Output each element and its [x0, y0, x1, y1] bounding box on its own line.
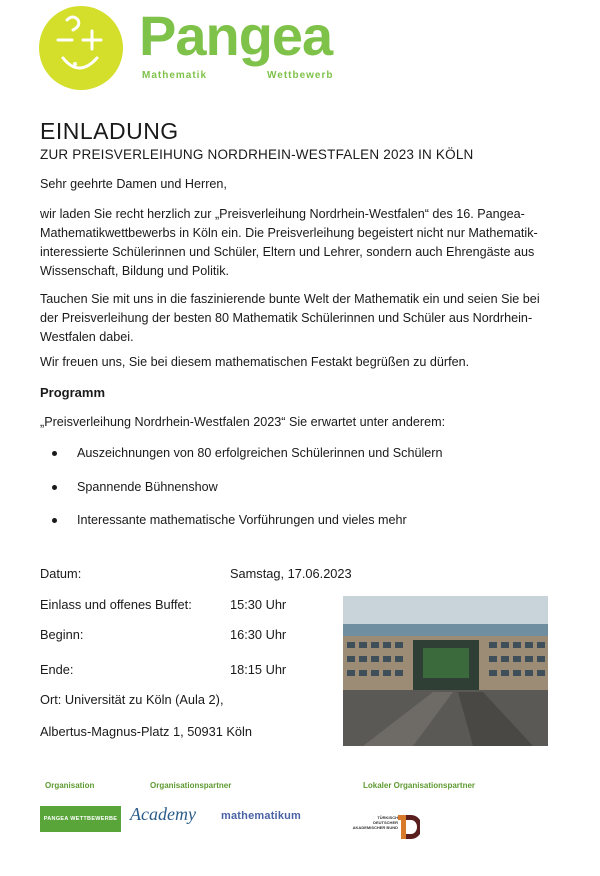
tdab-logo-text: TÜRKISCH DEUTSCHER AKADEMISCHER BUND — [352, 815, 398, 830]
bullet-icon — [52, 451, 57, 456]
logo-sub-mathematik: Mathematik — [142, 70, 208, 81]
page-title: EINLADUNG — [40, 118, 179, 144]
location-label: Ort: — [40, 692, 62, 707]
list-item — [52, 446, 442, 460]
entry-label: Einlass und offenes Buffet: — [40, 597, 192, 612]
pangea-logo-circle-icon — [39, 6, 123, 90]
page-subtitle: ZUR PREISVERLEIHUNG NORDRHEIN-WESTFALEN 2023 IN KÖLN — [40, 147, 474, 162]
date-label: Datum: — [40, 566, 82, 581]
list-item — [52, 480, 218, 494]
bullet-icon — [52, 518, 57, 523]
program-intro: „Preisverleihung Nordrhein-Westfalen 2023“ Sie erwartet unter anderem: — [40, 415, 446, 429]
paragraph-3: Wir freuen uns, Sie bei diesem mathematischen Festakt begrüßen zu dürfen. — [40, 355, 470, 369]
list-item — [52, 513, 407, 527]
date-value: Samstag, 17.06.2023 — [230, 566, 352, 581]
mathematikum-logo: mathematikum — [221, 810, 302, 822]
logo-wordmark: Pangea — [139, 4, 333, 67]
program-heading: Programm — [40, 385, 106, 400]
venue-photo — [343, 596, 548, 746]
partner-label: Organisationspartner — [150, 781, 232, 790]
location-value: Universität zu Köln (Aula 2), — [64, 692, 224, 707]
end-label: Ende: — [40, 662, 74, 677]
greeting: Sehr geehrte Damen und Herren, — [40, 177, 227, 191]
logo-sub-wettbewerb: Wettbewerb — [267, 70, 334, 81]
bullet-icon — [52, 485, 57, 490]
list-item-text: Interessante mathematische Vorführungen und vieles mehr — [77, 513, 407, 527]
end-value: 18:15 Uhr — [230, 662, 287, 677]
start-value: 16:30 Uhr — [230, 627, 287, 642]
tdab-logo-icon — [398, 813, 420, 841]
pangea-wettbewerbe-logo: PANGEA WETTBEWERBE e.V. — [40, 806, 121, 832]
paragraph-2: Tauchen Sie mit uns in die faszinierende bunte Welt der Mathematik ein und seien Sie bei der Preisverleihung der besten 80 Mathematik Schülerinnen und Schüler aus Nordrhein-Westfalen dabei. — [40, 292, 540, 344]
paragraph-1: wir laden Sie recht herzlich zur „Preisverleihung Nordrhein-Westfalen“ des 16. Pangea-Mathematikwettbewerbs in Köln ein. Die Preisverleihung begeistert nicht nur Mathematik-interessierte Schülerinnen und Schüler, Eltern und Lehrer, sondern auch Ehrengäste aus Wissenschaft, Bildung und Politik. — [40, 207, 538, 278]
local-partner-label: Lokaler Organisationspartner — [363, 781, 476, 790]
start-label: Beginn: — [40, 627, 84, 642]
address: Albertus-Magnus-Platz 1, 50931 Köln — [40, 724, 252, 739]
organisation-label: Organisation — [45, 781, 95, 790]
location-line — [40, 692, 224, 707]
list-item-text: Spannende Bühnenshow — [77, 480, 218, 494]
entry-value: 15:30 Uhr — [230, 597, 287, 612]
academy-logo: Academy — [130, 804, 196, 824]
list-item-text: Auszeichnungen von 80 erfolgreichen Schülerinnen und Schülern — [77, 446, 443, 460]
